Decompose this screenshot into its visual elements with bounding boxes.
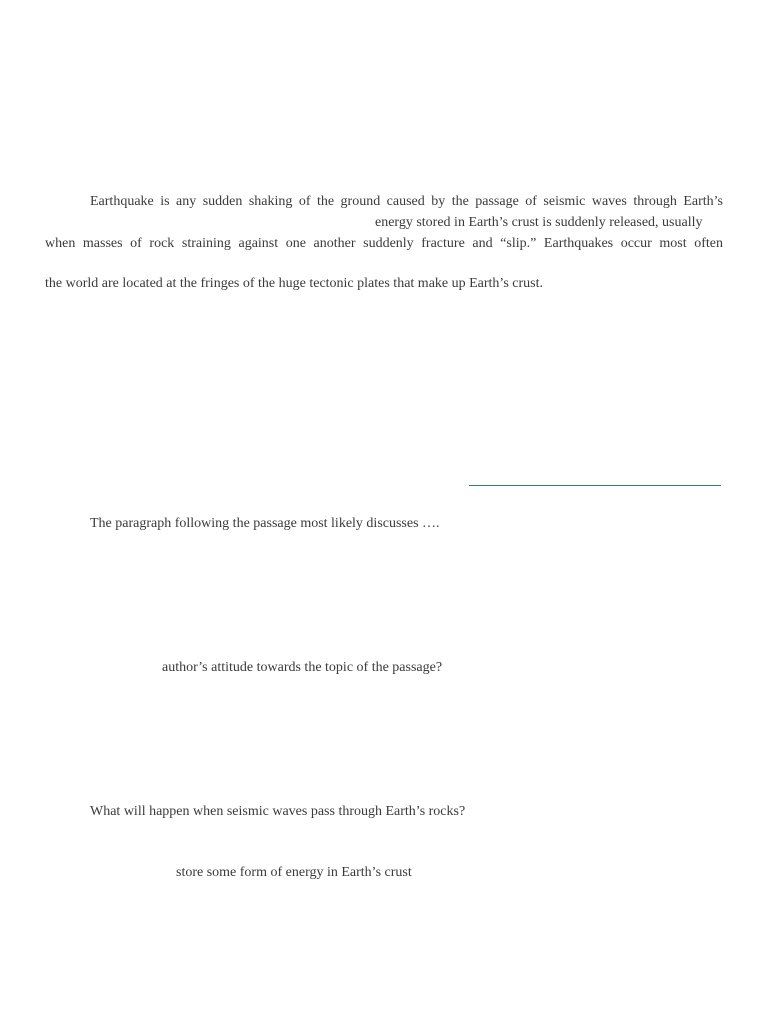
passage-line-2: energy stored in Earth’s crust is suddenly released, usually <box>375 215 703 230</box>
passage-line-1: Earthquake is any sudden shaking of the ground caused by the passage of seismic waves through Earth’s <box>90 194 723 209</box>
question-author-attitude: author’s attitude towards the topic of the passage? <box>162 660 443 675</box>
passage-line-3: when masses of rock straining against one another suddenly fracture and “slip.” Earthquakes occur most often <box>45 236 723 251</box>
blue-rule-line <box>469 485 721 486</box>
passage-line-4: the world are located at the fringes of the huge tectonic plates that make up Earth’s crust. <box>45 276 543 291</box>
answer-option-store-energy: store some form of energy in Earth’s crust <box>176 865 412 880</box>
question-following-paragraph: The paragraph following the passage most likely discusses …. <box>90 516 440 531</box>
question-seismic-waves: What will happen when seismic waves pass through Earth’s rocks? <box>90 804 466 819</box>
